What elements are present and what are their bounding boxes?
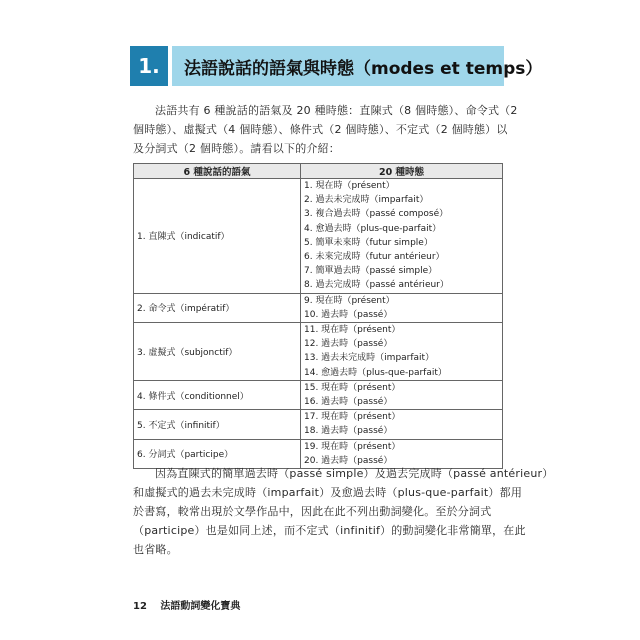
- page-footer: [133, 597, 240, 612]
- section-title: 法語說話的語氣與時態（modes et temps）: [172, 46, 504, 86]
- tense-cell: [301, 410, 503, 439]
- tense-cell: [301, 293, 503, 322]
- closing-line: 和虛擬式的過去未完成時（imparfait）及愈過去時（plus-que-parfait）都用: [133, 486, 523, 499]
- page-number: 12: [133, 601, 147, 612]
- moods-tenses-table: [133, 163, 503, 469]
- tense-item: 17. 現在時（présent）: [304, 412, 401, 423]
- table-header-row: [134, 164, 503, 179]
- tense-item: 13. 過去未完成時（imparfait）: [304, 353, 435, 364]
- tense-item: 8. 過去完成時（passé antérieur）: [304, 280, 449, 291]
- table-row: [134, 380, 503, 409]
- book-title: 法語動詞變化寶典: [160, 601, 241, 612]
- mood-cell: 3. 虛擬式（subjonctif）: [134, 323, 301, 381]
- mood-cell: 5. 不定式（infinitif）: [134, 410, 301, 439]
- tense-item: 6. 未來完成時（futur antérieur）: [304, 252, 445, 263]
- table-row: [134, 293, 503, 322]
- tense-item: 3. 複合過去時（passé composé）: [304, 209, 449, 220]
- tense-item: 19. 現在時（présent）: [304, 441, 401, 452]
- tense-item: 2. 過去未完成時（imparfait）: [304, 195, 429, 206]
- section-number: 1.: [130, 46, 168, 86]
- tense-item: 16. 過去時（passé）: [304, 397, 393, 408]
- tense-item: 20. 過去時（passé）: [304, 455, 393, 466]
- section-heading: [130, 46, 543, 86]
- closing-line: 於書寫，較常出現於文學作品中，因此在此不列出動詞變化。至於分詞式: [133, 505, 492, 518]
- intro-line: 法語共有 6 種說話的語氣及 20 種時態：直陳式（8 個時態）、命令式（2: [155, 104, 518, 117]
- mood-cell: 1. 直陳式（indicatif）: [134, 179, 301, 294]
- closing-line: 也省略。: [133, 543, 178, 556]
- tense-item: 9. 現在時（présent）: [304, 295, 395, 306]
- tense-cell: [301, 323, 503, 381]
- tense-item: 1. 現在時（présent）: [304, 181, 395, 191]
- header-tenses: 20 種時態: [301, 164, 503, 179]
- mood-cell: 2. 命令式（impératif）: [134, 293, 301, 322]
- intro-line: 個時態）、虛擬式（4 個時態）、條件式（2 個時態）、不定式（2 個時態）以: [133, 123, 508, 136]
- closing-line: 因為直陳式的簡單過去時（passé simple）及過去完成時（passé antérieur）: [155, 467, 554, 480]
- tense-item: 12. 過去時（passé）: [304, 339, 393, 350]
- tense-item: 11. 現在時（présent）: [304, 325, 401, 336]
- mood-cell: 6. 分詞式（participe）: [134, 439, 301, 468]
- table-row: [134, 179, 503, 294]
- tense-item: 7. 簡單過去時（passé simple）: [304, 266, 438, 277]
- tense-cell: [301, 380, 503, 409]
- closing-paragraph: [133, 464, 554, 559]
- intro-line: 及分詞式（2 個時態）。請看以下的介紹：: [133, 142, 340, 155]
- tense-item: 5. 簡單未來時（futur simple）: [304, 237, 433, 248]
- intro-paragraph: [133, 101, 518, 158]
- mood-cell: 4. 條件式（conditionnel）: [134, 380, 301, 409]
- tense-item: 10. 過去時（passé）: [304, 309, 393, 320]
- tense-item: 18. 過去時（passé）: [304, 426, 393, 437]
- table-row: [134, 323, 503, 381]
- tense-item: 4. 愈過去時（plus-que-parfait）: [304, 223, 442, 234]
- header-moods: 6 種說話的語氣: [134, 164, 301, 179]
- closing-line: （participe）也是如同上述，而不定式（infinitif）的動詞變化非常簡單，在此: [133, 524, 526, 537]
- tense-item: 14. 愈過去時（plus-que-parfait）: [304, 367, 447, 378]
- table-row: [134, 410, 503, 439]
- tense-item: 15. 現在時（présent）: [304, 382, 401, 393]
- tense-cell: [301, 179, 503, 294]
